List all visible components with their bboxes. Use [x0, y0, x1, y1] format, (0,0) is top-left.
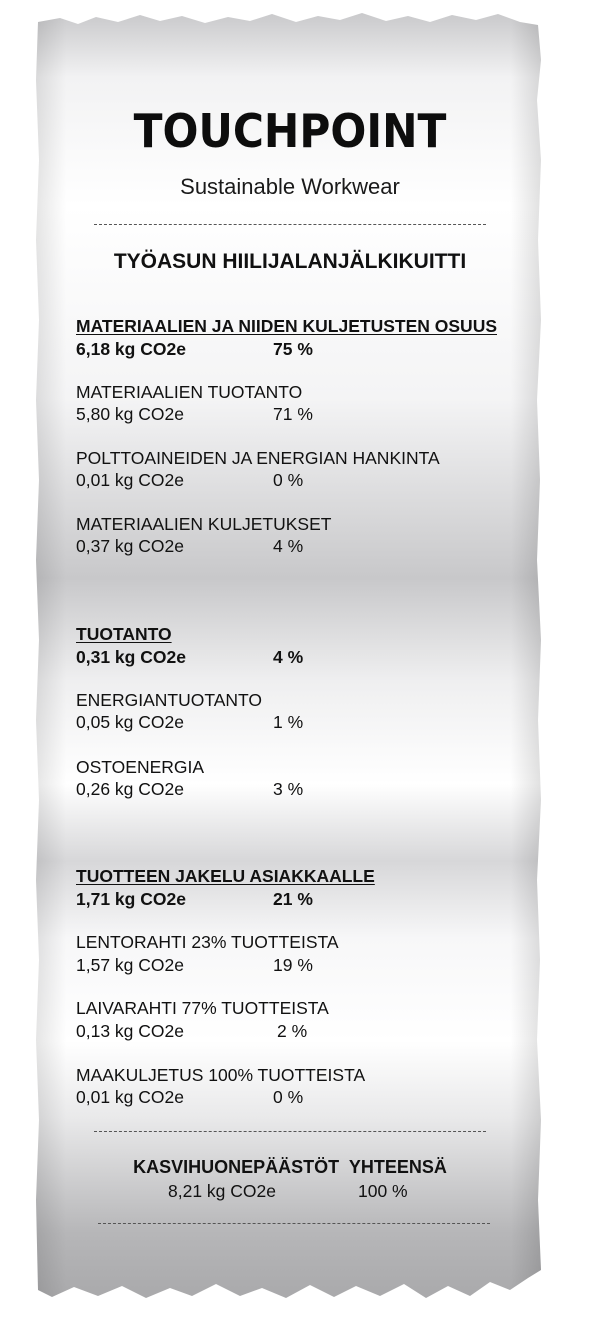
section-amount: 0,31 kg CO2e: [76, 647, 186, 667]
item-label: POLTTOAINEIDEN JA ENERGIAN HANKINTA: [76, 448, 440, 468]
item-amount: 0,13 kg CO2e: [76, 1021, 184, 1041]
divider: [98, 1223, 490, 1224]
item-share: 0 %: [273, 470, 304, 490]
item-share: 1 %: [273, 712, 304, 732]
item-share: 19 %: [273, 955, 313, 975]
item-share: 71 %: [273, 404, 313, 424]
total-label: KASVIHUONEPÄÄSTÖT YHTEENSÄ: [133, 1157, 447, 1177]
total-share: 100 %: [358, 1181, 408, 1201]
divider: [94, 224, 486, 225]
item-label: OSTOENERGIA: [76, 757, 205, 777]
item-label: MAAKULJETUS 100% TUOTTEISTA: [76, 1065, 366, 1085]
section-heading: TUOTTEEN JAKELU ASIAKKAALLE: [76, 866, 375, 886]
item-share: 2 %: [277, 1021, 308, 1041]
item-amount: 0,01 kg CO2e: [76, 1087, 184, 1107]
item-amount: 0,01 kg CO2e: [76, 470, 184, 490]
item-label: LAIVARAHTI 77% TUOTTEISTA: [76, 998, 329, 1018]
item-share: 4 %: [273, 536, 304, 556]
section-heading: TUOTANTO: [76, 624, 172, 644]
brand-logo: TOUCHPOINT: [133, 104, 447, 158]
item-amount: 0,37 kg CO2e: [76, 536, 184, 556]
item-share: 3 %: [273, 779, 304, 799]
receipt-title: TYÖASUN HIILIJALANJÄLKIKUITTI: [113, 250, 467, 273]
item-amount: 0,05 kg CO2e: [76, 712, 184, 732]
section-share: 21 %: [273, 889, 313, 909]
total-amount: 8,21 kg CO2e: [168, 1181, 276, 1201]
item-label: LENTORAHTI 23% TUOTTEISTA: [76, 932, 339, 952]
item-amount: 5,80 kg CO2e: [76, 404, 184, 424]
section-heading: MATERIAALIEN JA NIIDEN KULJETUSTEN OSUUS: [76, 316, 497, 336]
item-amount: 1,57 kg CO2e: [76, 955, 184, 975]
item-label: MATERIAALIEN TUOTANTO: [76, 382, 303, 402]
item-label: ENERGIANTUOTANTO: [76, 690, 263, 710]
item-label: MATERIAALIEN KULJETUKSET: [76, 514, 332, 534]
section-share: 4 %: [273, 647, 304, 667]
divider: [94, 1131, 486, 1132]
section-share: 75 %: [273, 339, 313, 359]
section-amount: 1,71 kg CO2e: [76, 889, 186, 909]
item-amount: 0,26 kg CO2e: [76, 779, 184, 799]
brand-tagline: Sustainable Workwear: [180, 174, 400, 199]
section-amount: 6,18 kg CO2e: [76, 339, 186, 359]
item-share: 0 %: [273, 1087, 304, 1107]
